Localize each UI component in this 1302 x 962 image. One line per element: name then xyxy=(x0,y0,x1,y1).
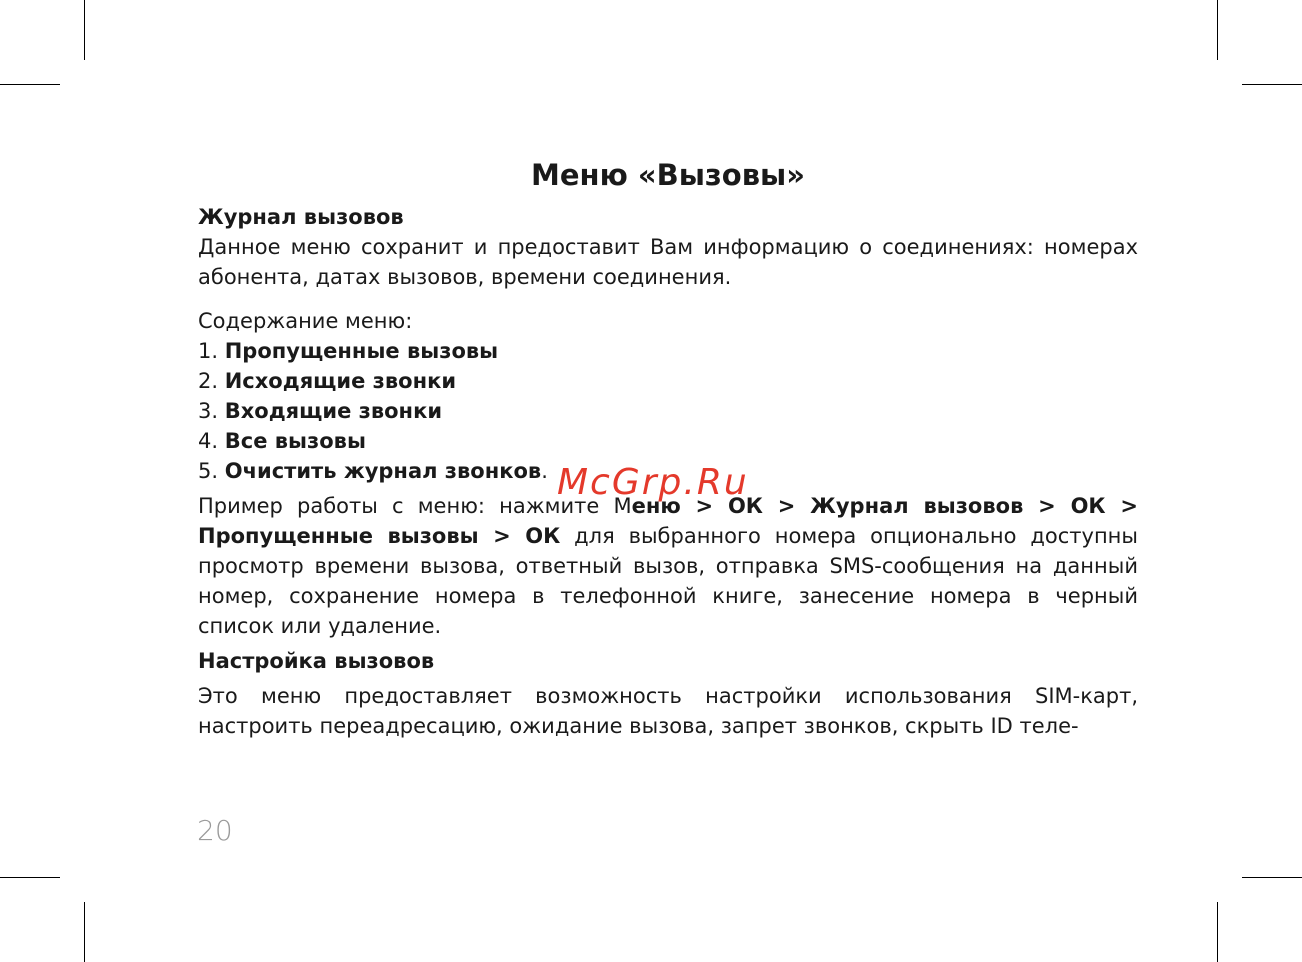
list-item-label: Все вызовы xyxy=(224,429,366,453)
page-title: Меню «Вызовы» xyxy=(531,158,805,192)
list-item xyxy=(198,426,1138,456)
crop-mark-top-left-vertical xyxy=(84,0,85,60)
crop-mark-top-left-horizontal xyxy=(0,84,60,85)
list-item-number: 5. xyxy=(198,459,219,483)
crop-mark-bottom-right-horizontal xyxy=(1242,877,1302,878)
usage-example-menu-path: еню > ОК > Журнал вызовов > ОК > Пропущенные вызовы > ОК xyxy=(198,494,1138,548)
list-item-label: Пропущенные вызовы xyxy=(224,339,499,363)
list-item-label: Входящие звонки xyxy=(224,399,443,423)
crop-mark-bottom-left-horizontal xyxy=(0,877,60,878)
list-item-label: Исходящие звонки xyxy=(224,369,457,393)
list-item xyxy=(198,366,1138,396)
list-item xyxy=(198,396,1138,426)
list-item-number: 3. xyxy=(198,399,219,423)
crop-mark-bottom-right-vertical xyxy=(1217,902,1218,962)
crop-mark-top-right-vertical xyxy=(1217,0,1218,60)
list-item-label: Очистить журнал звонков xyxy=(224,459,542,483)
list-item-number: 4. xyxy=(198,429,219,453)
page-number: 20 xyxy=(197,814,233,847)
list-item-number: 2. xyxy=(198,369,219,393)
usage-example-suffix: для выбранного номера опционально доступны просмотр времени вызова, ответный вызов, отправка SMS-сообщения на данный номер, сохранение номера в телефонной книге, занесение номера в черный список или удаление. xyxy=(198,524,1138,638)
usage-example-prefix: Пример работы с меню: нажмите М xyxy=(198,494,632,518)
list-item xyxy=(198,336,1138,366)
crop-mark-top-right-horizontal xyxy=(1242,84,1302,85)
section-heading-call-log: Журнал вызовов xyxy=(198,205,404,229)
call-log-description: Данное меню сохранит и предоставит Вам информацию о соединениях: номерах абонента, датах вызовов, времени соединения. xyxy=(198,235,1138,289)
list-item-number: 1. xyxy=(198,339,219,363)
watermark-logo: McGrp.Ru xyxy=(557,462,749,503)
section-heading-call-settings: Настройка вызовов xyxy=(198,649,435,673)
crop-mark-bottom-left-vertical xyxy=(84,902,85,962)
call-settings-description: Это меню предоставляет возможность настройки использования SIM-карт, настроить переадресацию, ожидание вызова, запрет звонков, скрыть ID теле- xyxy=(198,684,1138,738)
usage-example xyxy=(198,491,1138,641)
contents-label: Содержание меню: xyxy=(198,309,413,333)
list-item-suffix: . xyxy=(541,459,548,483)
